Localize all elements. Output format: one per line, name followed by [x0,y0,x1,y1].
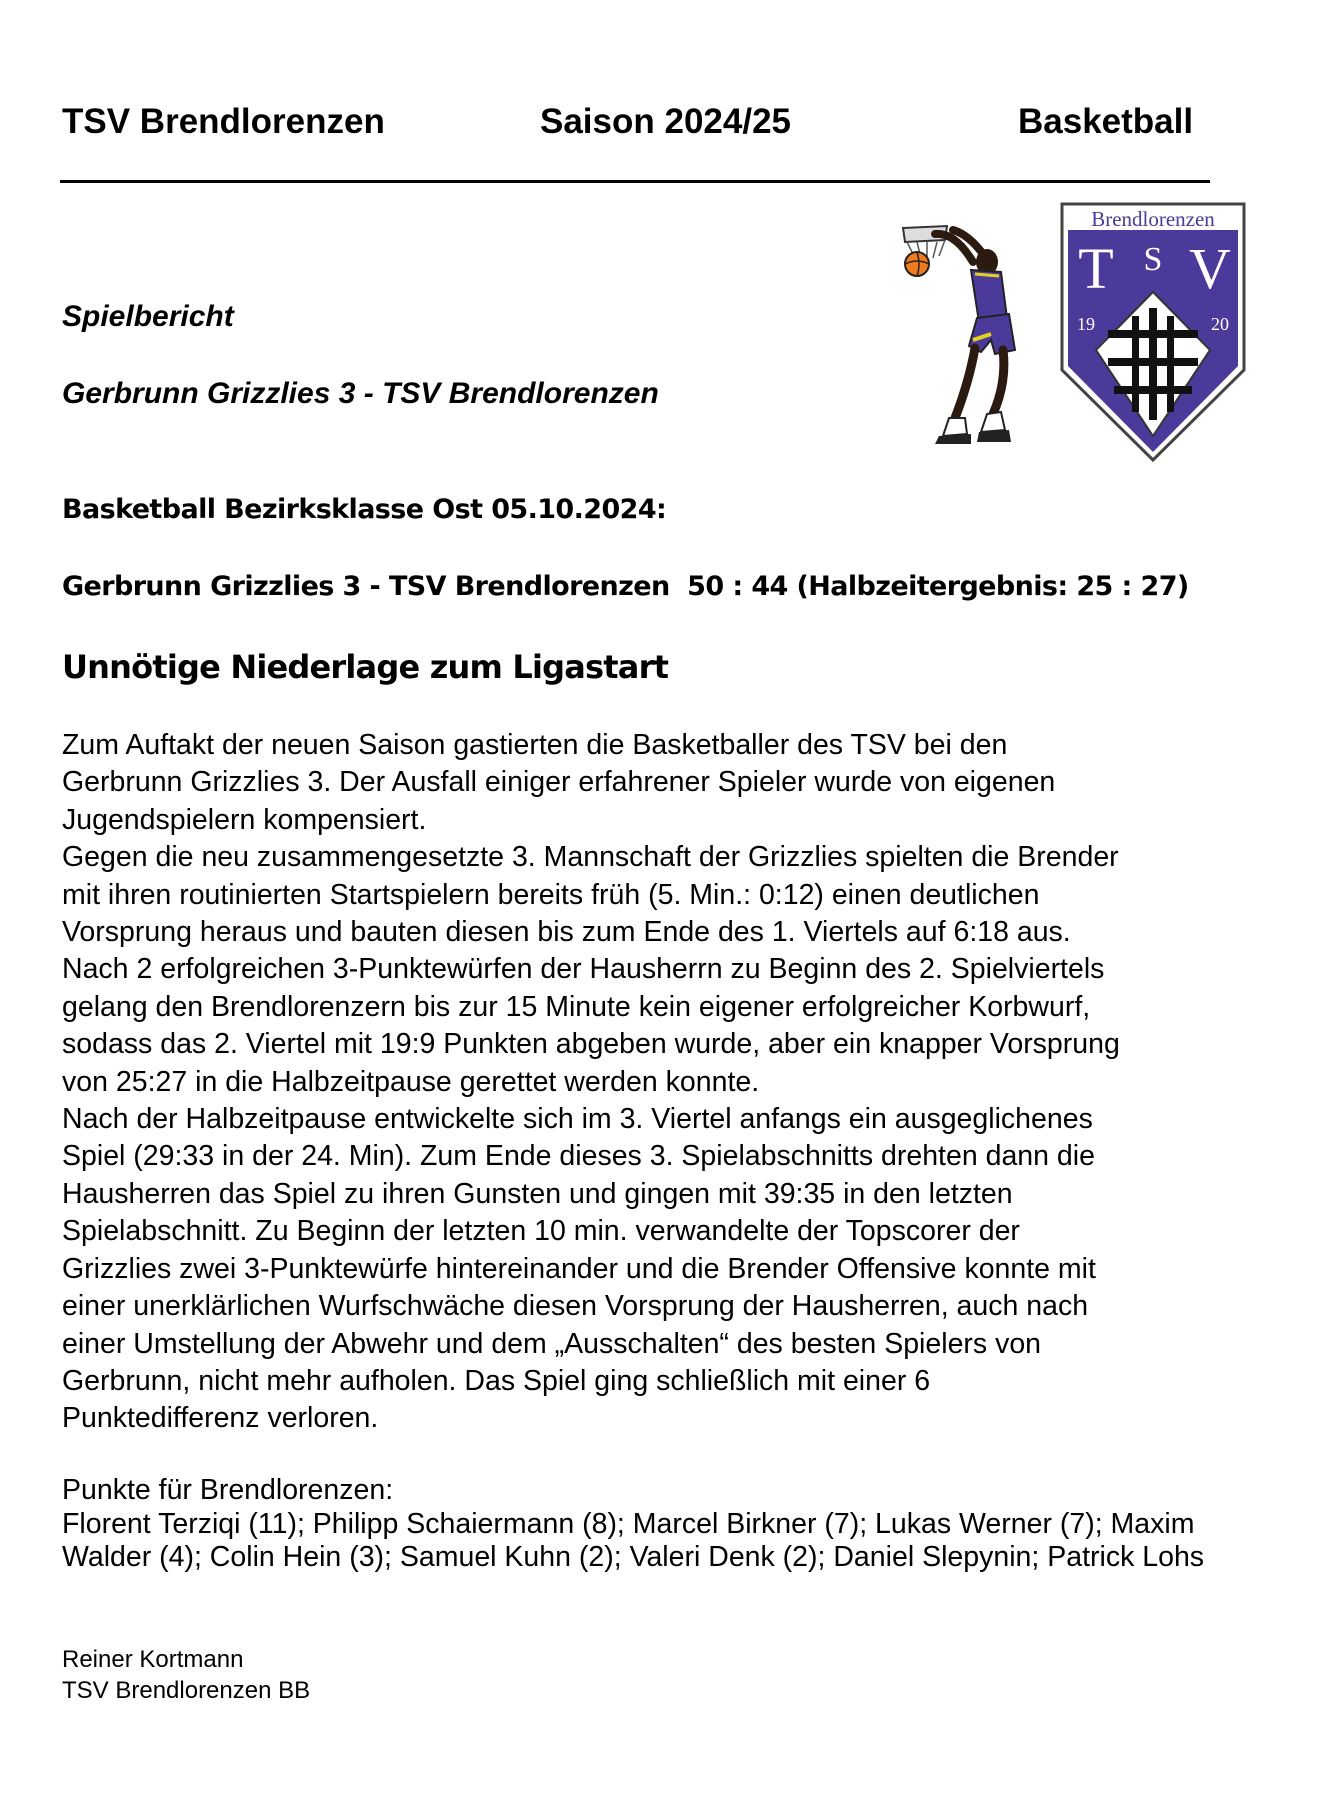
body-line: Hausherren das Spiel zu ihren Gunsten und gingen mit 39:35 in den letzten [62,1177,1013,1210]
report-label: Spielbericht [62,300,234,333]
body-line: Nach der Halbzeitpause entwickelte sich im 3. Viertel anfangs ein ausgeglichenes [62,1103,1093,1136]
logo-name: Brendlorenzen [1091,207,1215,231]
header-club: TSV Brendlorenzen [62,102,385,141]
logo-year-right: 20 [1211,314,1229,334]
logo-year-left: 19 [1077,314,1095,334]
body-line: Zum Auftakt der neuen Saison gastierten die Basketballer des TSV bei den [62,729,1008,761]
body-line: Jugendspielern kompensiert. [62,803,427,836]
body-line: sodass das 2. Viertel mit 19:9 Punkten abgeben wurde, aber ein knapper Vorsprung [62,1028,1120,1061]
points-section [62,1474,1204,1575]
body-line: Gegen die neu zusammengesetzte 3. Mannschaft der Grizzlies spielten die Brender [62,841,1119,874]
body-line: einer unerklärlichen Wurfschwäche diesen Vorsprung der Hausherren, auch nach [62,1290,1089,1323]
report-match: Gerbrunn Grizzlies 3 - TSV Brendlorenzen [62,377,659,410]
body-line: Grizzlies zwei 3-Punktewürfe hintereinander und die Brender Offensive konnte mit [62,1252,1096,1285]
body-line: mit ihren routinierten Startspielern bereits früh (5. Min.: 0:12) einen deutlichen [62,878,1040,911]
body-line: Gerbrunn, nicht mehr aufholen. Das Spiel ging schließlich mit einer 6 [62,1364,931,1397]
body-line: Punktedifferenz verloren. [62,1402,379,1435]
points-label: Punkte für Brendlorenzen: [62,1474,394,1506]
body-line: gelang den Brendlorenzern bis zur 15 Minute kein eigener erfolgreicher Korbwurf, [62,990,1091,1023]
points-line: Walder (4); Colin Hein (3); Samuel Kuhn (2); Valeri Denk (2); Daniel Slepynin; Patrick Lohs [62,1541,1205,1573]
body-line: Spielabschnitt. Zu Beginn der letzten 10 min. verwandelte der Topscorer der [62,1215,1020,1248]
logo-letter-v: V [1189,236,1231,301]
body-line: von 25:27 in die Halbzeitpause gerettet werden konnte. [62,1065,760,1098]
logo-letter-s: S [1143,241,1163,278]
basketball-player-icon [895,222,1045,450]
report-body [62,727,1282,1438]
author-org: TSV Brendlorenzen BB [62,1677,311,1704]
body-line: Spiel (29:33 in der 24. Min). Zum Ende dieses 3. Spielabschnitts drehten dann die [62,1140,1095,1173]
body-line: Gerbrunn Grizzlies 3. Der Ausfall einiger erfahrener Spieler wurde von eigenen [62,766,1056,799]
header-season: Saison 2024/25 [540,102,791,141]
points-line: Florent Terziqi (11); Philipp Schaiermann (8); Marcel Birkner (7); Lukas Werner (7); Maxim [62,1507,1195,1540]
league-line: Basketball Bezirksklasse Ost 05.10.2024: [62,494,667,525]
body-line: Vorsprung heraus und bauten diesen bis zum Ende des 1. Viertels auf 6:18 aus. [62,916,1071,949]
headline: Unnötige Niederlage zum Ligastart [62,648,669,686]
result-line: Gerbrunn Grizzlies 3 - TSV Brendlorenzen 50 : 44 (Halbzeitergebnis: 25 : 27) [62,571,1189,602]
author-name: Reiner Kortmann [62,1646,244,1673]
header-sport: Basketball [1018,102,1194,141]
logo-letter-t: T [1078,236,1114,301]
body-line: Nach 2 erfolgreichen 3-Punktewürfen der Hausherrn zu Beginn des 2. Spielviertels [62,953,1105,986]
body-line: einer Umstellung der Abwehr und dem „Ausschalten“ des besten Spielers von [62,1327,1042,1360]
tsv-logo-icon [1058,200,1248,465]
author-block [62,1644,310,1706]
header-rule [60,180,1210,183]
